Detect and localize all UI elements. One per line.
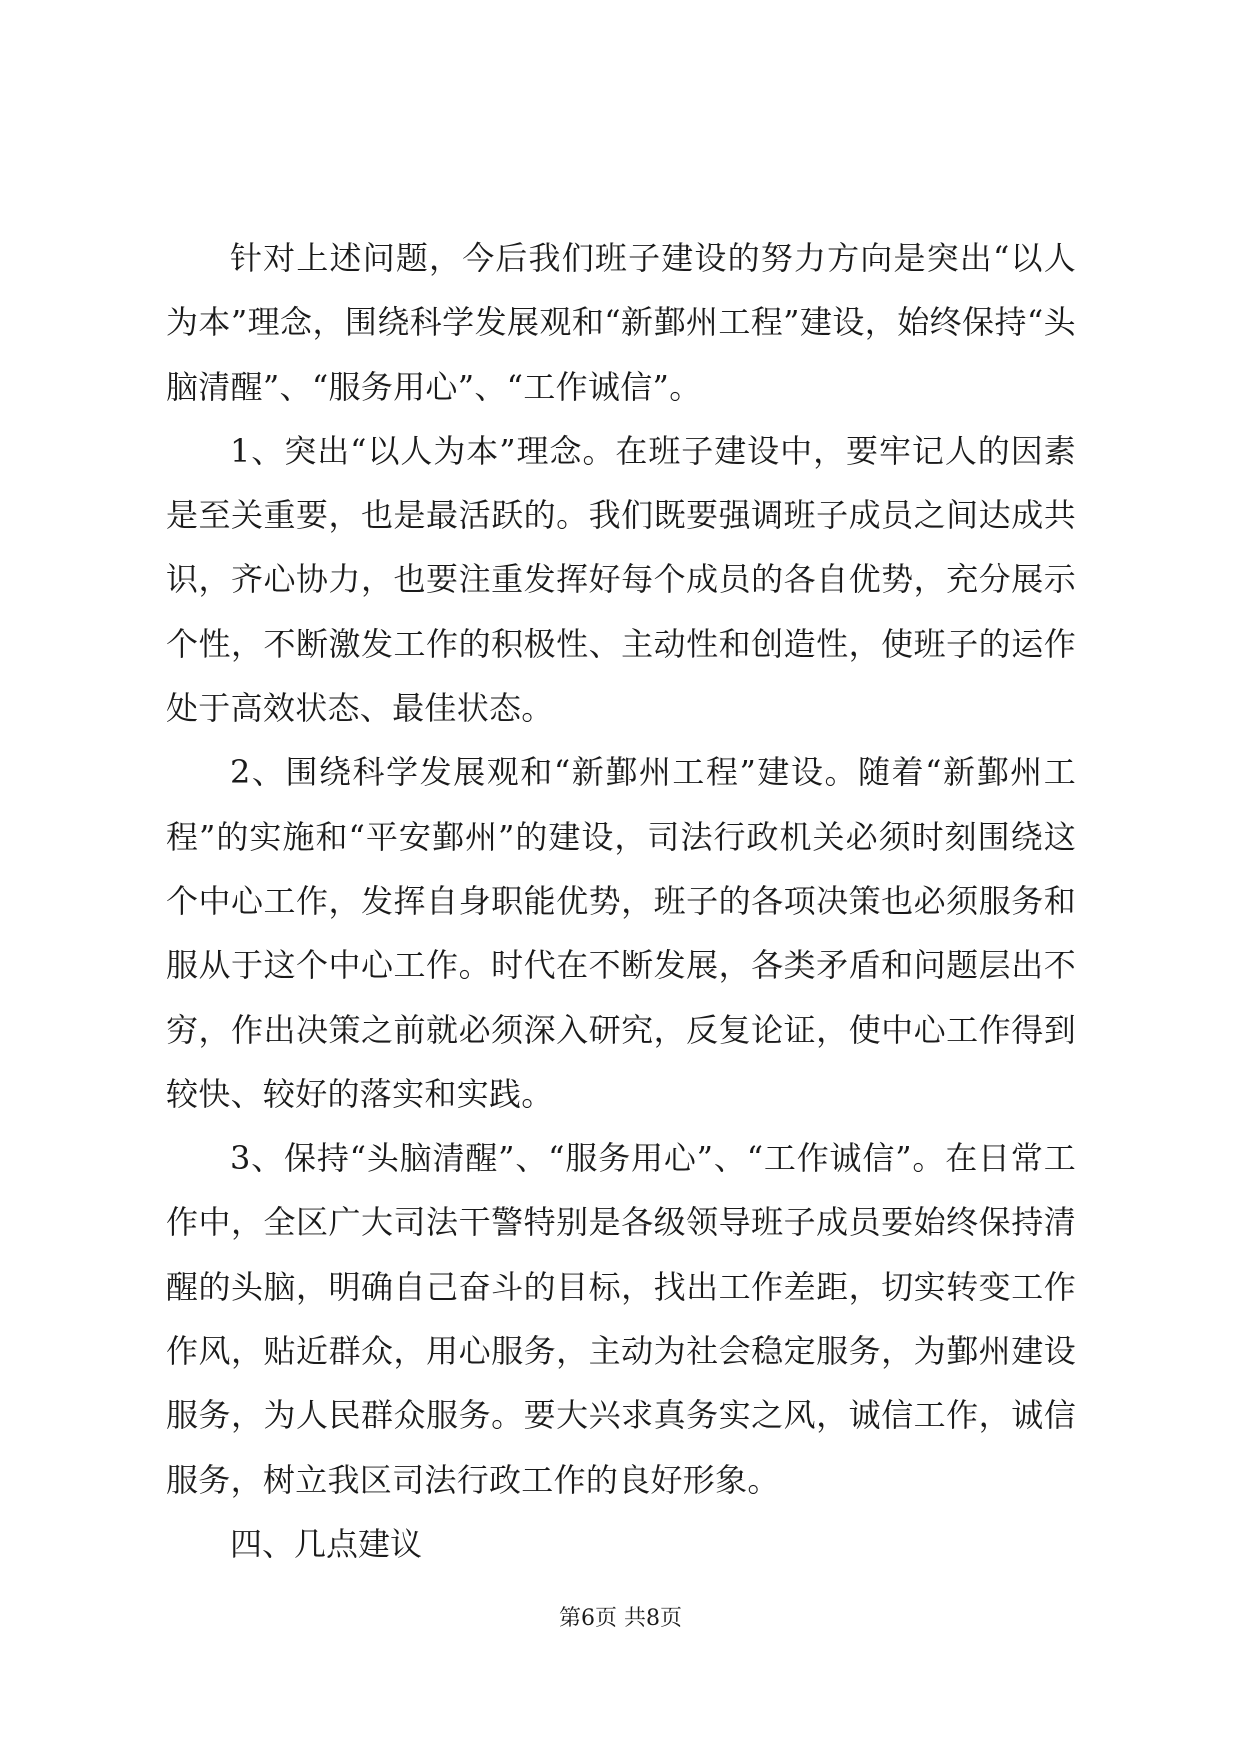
- page-number-footer: 第6页 共8页: [559, 1606, 682, 1631]
- paragraph-point-2: 2、围绕科学发展观和“新鄞州工程”建设。随着“新鄞州工程”的实施和“平安鄞州”的建设，司法行政机关必须时刻围绕这个中心工作，发挥自身职能优势，班子的各项决策也必须服务和服从于这个中心工作。时代在不断发展，各类矛盾和问题层出不穷，作出决策之前就必须深入研究，反复论证，使中心工作得到较快、较好的落实和实践。: [166, 753, 1076, 1113]
- paragraph-point-3: 3、保持“头脑清醒”、“服务用心”、“工作诚信”。在日常工作中，全区广大司法干警特别是各级领导班子成员要始终保持清醒的头脑，明确自己奋斗的目标，找出工作差距，切实转变工作作风，贴近群众，用心服务，主动为社会稳定服务，为鄞州建设服务，为人民群众服务。要大兴求真务实之风，诚信工作，诚信服务，树立我区司法行政工作的良好形象。: [166, 1139, 1076, 1499]
- section-heading: 四、几点建议: [230, 1524, 423, 1563]
- paragraph-intro: 针对上述问题，今后我们班子建设的努力方向是突出“以人为本”理念，围绕科学发展观和“新鄞州工程”建设，始终保持“头脑清醒”、“服务用心”、“工作诚信”。: [166, 239, 1076, 406]
- document-body: [166, 226, 1076, 1576]
- paragraph-point-1: 1、突出“以人为本”理念。在班子建设中，要牢记人的因素是至关重要，也是最活跃的。我们既要强调班子成员之间达成共识，齐心协力，也要注重发挥好每个成员的各自优势，充分展示个性，不断激发工作的积极性、主动性和创造性，使班子的运作处于高效状态、最佳状态。: [166, 431, 1076, 728]
